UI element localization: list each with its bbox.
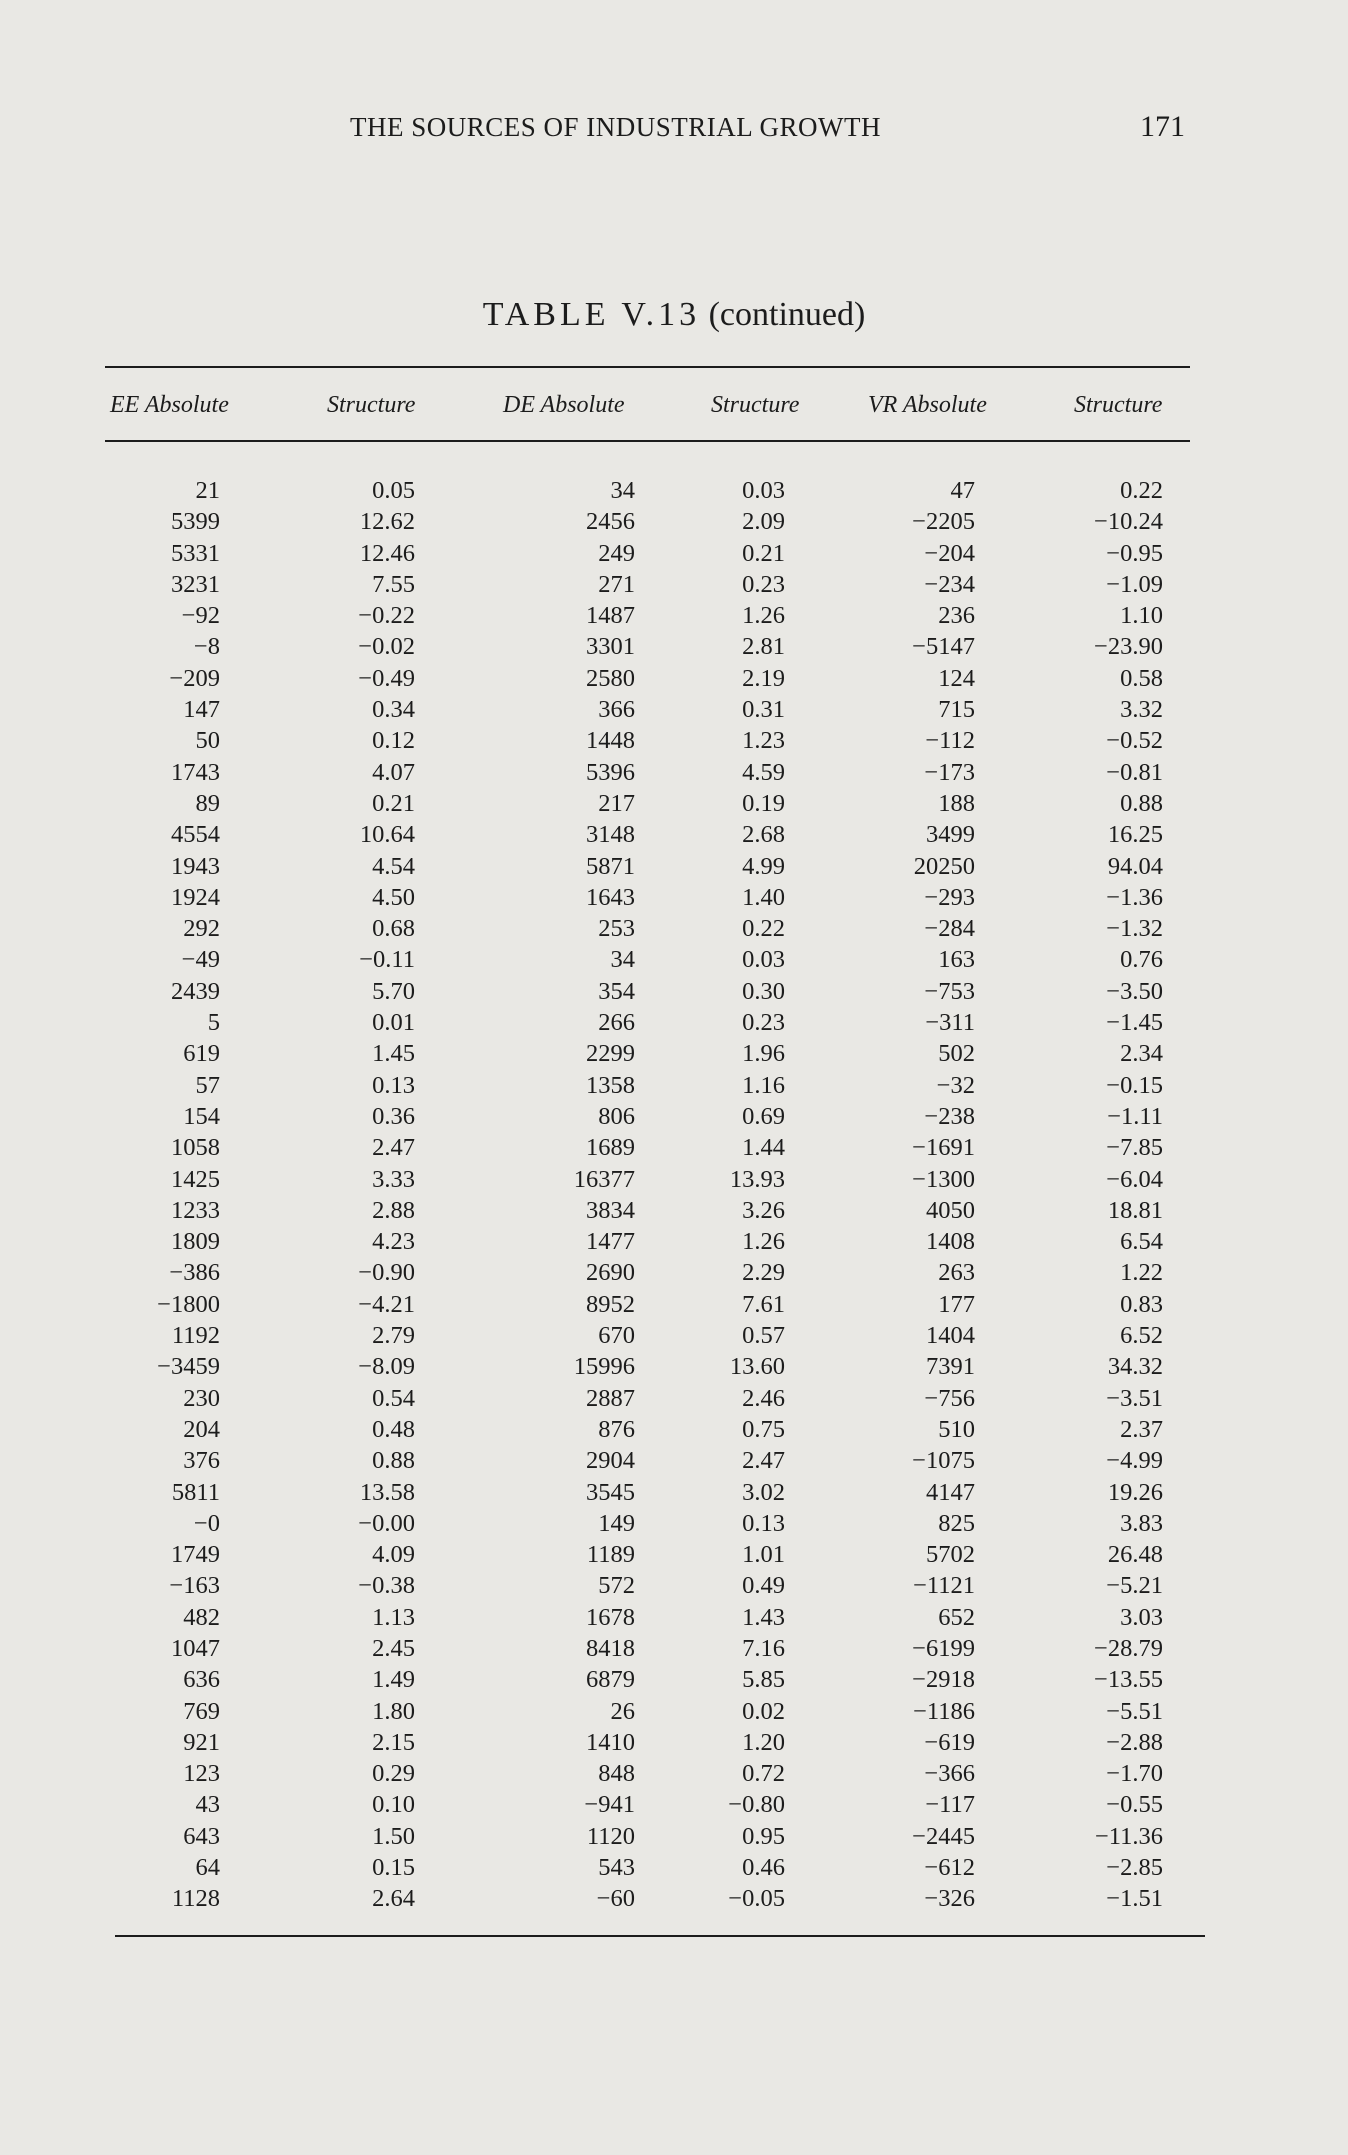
table-cell: 2887 bbox=[586, 1384, 635, 1412]
table-cell: −49 bbox=[181, 946, 220, 974]
table-cell: 124 bbox=[938, 664, 975, 692]
table-cell: 249 bbox=[598, 539, 635, 567]
table-cell: −234 bbox=[924, 570, 975, 598]
table-cell: −238 bbox=[924, 1102, 975, 1130]
table-cell: 50 bbox=[195, 727, 220, 755]
table-cell: 0.30 bbox=[742, 977, 785, 1005]
table-cell: 510 bbox=[938, 1415, 975, 1443]
header-ee-absolute: EE Absolute bbox=[110, 392, 229, 418]
table-cell: 0.03 bbox=[742, 946, 785, 974]
table-cell: 636 bbox=[183, 1666, 220, 1694]
table-cell: −0.00 bbox=[358, 1509, 415, 1537]
table-cell: 2.34 bbox=[1120, 1040, 1163, 1068]
table-cell: 2690 bbox=[586, 1259, 635, 1287]
table-cell: 1047 bbox=[171, 1634, 220, 1662]
table-cell: 1.80 bbox=[372, 1697, 415, 1725]
table-cell: 1128 bbox=[171, 1885, 220, 1913]
table-cell: −92 bbox=[181, 602, 220, 630]
table-cell: 0.21 bbox=[742, 539, 785, 567]
table-cell: −386 bbox=[169, 1259, 220, 1287]
table-cell: 1.45 bbox=[372, 1040, 415, 1068]
table-cell: 1.23 bbox=[742, 727, 785, 755]
table-cell: 1.96 bbox=[742, 1040, 785, 1068]
table-cell: 266 bbox=[598, 1009, 635, 1037]
table-cell: 0.46 bbox=[742, 1854, 785, 1882]
table-cell: 921 bbox=[183, 1728, 220, 1756]
table-cell: −3.51 bbox=[1106, 1384, 1163, 1412]
table-cell: 1.20 bbox=[742, 1728, 785, 1756]
table-cell: 1.01 bbox=[742, 1541, 785, 1569]
table-cell: 1743 bbox=[171, 758, 220, 786]
table-cell: 1408 bbox=[926, 1228, 975, 1256]
table-cell: 230 bbox=[183, 1384, 220, 1412]
table-cell: −0.80 bbox=[728, 1791, 785, 1819]
table-cell: −293 bbox=[924, 883, 975, 911]
table-cell: 0.75 bbox=[742, 1415, 785, 1443]
header-ee-structure: Structure bbox=[327, 392, 416, 418]
table-cell: 253 bbox=[598, 915, 635, 943]
table-cell: 354 bbox=[598, 977, 635, 1005]
page-number: 171 bbox=[1140, 110, 1185, 143]
table-cell: 1924 bbox=[171, 883, 220, 911]
table-cell: −0.15 bbox=[1106, 1071, 1163, 1099]
table-cell: −209 bbox=[169, 664, 220, 692]
table-cell: −8 bbox=[193, 633, 220, 661]
table-cell: −1121 bbox=[913, 1572, 975, 1600]
table-cell: 7.16 bbox=[742, 1634, 785, 1662]
table-cell: 715 bbox=[938, 696, 975, 724]
table-cell: −8.09 bbox=[358, 1353, 415, 1381]
table-cell: 5399 bbox=[171, 508, 220, 536]
table-cell: 0.54 bbox=[372, 1384, 415, 1412]
table-cell: 1.49 bbox=[372, 1666, 415, 1694]
table-title-suffix: (continued) bbox=[708, 296, 866, 333]
table-cell: 1809 bbox=[171, 1228, 220, 1256]
table-cell: −0 bbox=[193, 1509, 220, 1537]
table-cell: −6199 bbox=[912, 1634, 975, 1662]
table-cell: 0.13 bbox=[742, 1509, 785, 1537]
table-cell: 4.23 bbox=[372, 1228, 415, 1256]
table-cell: 2.88 bbox=[372, 1196, 415, 1224]
table-cell: 0.34 bbox=[372, 696, 415, 724]
table-cell: 3.83 bbox=[1120, 1509, 1163, 1537]
table-cell: 10.64 bbox=[359, 821, 415, 849]
table-cell: 149 bbox=[598, 1509, 635, 1537]
column-de-structure bbox=[700, 475, 785, 1915]
table-cell: 2.15 bbox=[372, 1728, 415, 1756]
table-cell: 0.69 bbox=[742, 1102, 785, 1130]
table-cell: 4.50 bbox=[372, 883, 415, 911]
table-cell: −0.11 bbox=[359, 946, 415, 974]
table-cell: 26.48 bbox=[1107, 1541, 1163, 1569]
table-cell: −1.45 bbox=[1106, 1009, 1163, 1037]
header-vr-structure: Structure bbox=[1074, 392, 1163, 418]
table-cell: 2.37 bbox=[1120, 1415, 1163, 1443]
table-cell: 769 bbox=[183, 1697, 220, 1725]
table-cell: 4.59 bbox=[742, 758, 785, 786]
table-cell: 0.03 bbox=[742, 477, 785, 504]
table-cell: 0.68 bbox=[372, 915, 415, 943]
table-cell: 4554 bbox=[171, 821, 220, 849]
table-cell: 0.10 bbox=[372, 1791, 415, 1819]
table-cell: 1192 bbox=[171, 1322, 220, 1350]
table-cell: −11.36 bbox=[1094, 1822, 1163, 1850]
table-cell: 2.19 bbox=[742, 664, 785, 692]
table-cell: 188 bbox=[938, 789, 975, 817]
table-cell: 263 bbox=[938, 1259, 975, 1287]
column-vr-absolute bbox=[830, 475, 975, 1915]
table-cell: 0.22 bbox=[1120, 477, 1163, 504]
table-cell: −1075 bbox=[912, 1447, 975, 1475]
table-cell: 21 bbox=[195, 477, 220, 504]
table-cell: −366 bbox=[924, 1760, 975, 1788]
table-cell: 502 bbox=[938, 1040, 975, 1068]
table-cell: 0.83 bbox=[1120, 1290, 1163, 1318]
table-cell: 16.25 bbox=[1107, 821, 1163, 849]
column-vr-structure bbox=[1030, 475, 1163, 1915]
table-cell: 5331 bbox=[171, 539, 220, 567]
table-cell: 204 bbox=[183, 1415, 220, 1443]
table-cell: 1.13 bbox=[372, 1603, 415, 1631]
table-cell: 2456 bbox=[586, 508, 635, 536]
table-cell: 1233 bbox=[171, 1196, 220, 1224]
table-cell: 1749 bbox=[171, 1541, 220, 1569]
table-cell: 0.57 bbox=[742, 1322, 785, 1350]
table-cell: 1643 bbox=[586, 883, 635, 911]
table-cell: −0.38 bbox=[358, 1572, 415, 1600]
table-cell: −4.21 bbox=[358, 1290, 415, 1318]
table-cell: −1800 bbox=[157, 1290, 220, 1318]
table-cell: 3834 bbox=[586, 1196, 635, 1224]
table-cell: −1.36 bbox=[1106, 883, 1163, 911]
table-cell: 94.04 bbox=[1107, 852, 1163, 880]
table-cell: 482 bbox=[183, 1603, 220, 1631]
table-cell: −204 bbox=[924, 539, 975, 567]
table-cell: 1.50 bbox=[372, 1822, 415, 1850]
table-cell: 57 bbox=[195, 1071, 220, 1099]
table-cell: −163 bbox=[169, 1572, 220, 1600]
table-cell: 154 bbox=[183, 1102, 220, 1130]
table-cell: 2439 bbox=[171, 977, 220, 1005]
table-cell: 2580 bbox=[586, 664, 635, 692]
table-cell: 0.88 bbox=[1120, 789, 1163, 817]
table-cell: −1300 bbox=[912, 1165, 975, 1193]
table-cell: 4.99 bbox=[742, 852, 785, 880]
table-cell: 643 bbox=[183, 1822, 220, 1850]
table-cell: 572 bbox=[598, 1572, 635, 1600]
table-cell: −23.90 bbox=[1094, 633, 1163, 661]
table-cell: −1186 bbox=[913, 1697, 975, 1725]
table-cell: −173 bbox=[924, 758, 975, 786]
table-cell: −1.11 bbox=[1107, 1102, 1163, 1130]
table-cell: 0.21 bbox=[372, 789, 415, 817]
table-cell: 12.46 bbox=[359, 539, 415, 567]
table-cell: 5396 bbox=[586, 758, 635, 786]
table-cell: 1058 bbox=[171, 1134, 220, 1162]
table-cell: 1.26 bbox=[742, 602, 785, 630]
table-cell: 2904 bbox=[586, 1447, 635, 1475]
table-cell: 89 bbox=[195, 789, 220, 817]
table-cell: 5.85 bbox=[742, 1666, 785, 1694]
table-cell: 0.23 bbox=[742, 1009, 785, 1037]
table-cell: −32 bbox=[936, 1071, 975, 1099]
column-ee-absolute bbox=[120, 475, 220, 1915]
table-cell: 1.26 bbox=[742, 1228, 785, 1256]
table-header-rule bbox=[105, 440, 1190, 442]
table-cell: 5871 bbox=[586, 852, 635, 880]
table-cell: 1404 bbox=[926, 1322, 975, 1350]
table-cell: 1.22 bbox=[1120, 1259, 1163, 1287]
table-cell: 0.29 bbox=[372, 1760, 415, 1788]
table-cell: 217 bbox=[598, 789, 635, 817]
table-cell: 2.09 bbox=[742, 508, 785, 536]
table-cell: 1.44 bbox=[742, 1134, 785, 1162]
table-cell: −0.02 bbox=[358, 633, 415, 661]
table-cell: −753 bbox=[924, 977, 975, 1005]
table-cell: −5147 bbox=[912, 633, 975, 661]
table-cell: 13.60 bbox=[729, 1353, 785, 1381]
table-cell: 1448 bbox=[586, 727, 635, 755]
table-cell: 0.36 bbox=[372, 1102, 415, 1130]
table-cell: 0.22 bbox=[742, 915, 785, 943]
table-cell: 43 bbox=[195, 1791, 220, 1819]
table-cell: 147 bbox=[183, 696, 220, 724]
table-cell: 5702 bbox=[926, 1541, 975, 1569]
table-cell: 0.05 bbox=[372, 477, 415, 504]
table-cell: 0.01 bbox=[372, 1009, 415, 1037]
header-de-absolute: DE Absolute bbox=[503, 392, 625, 418]
table-cell: 0.88 bbox=[372, 1447, 415, 1475]
table-cell: −28.79 bbox=[1094, 1634, 1163, 1662]
table-cell: 1358 bbox=[586, 1071, 635, 1099]
table-cell: 0.15 bbox=[372, 1854, 415, 1882]
table-cell: 6.54 bbox=[1120, 1228, 1163, 1256]
table-cell: −5.21 bbox=[1106, 1572, 1163, 1600]
table-cell: 366 bbox=[598, 696, 635, 724]
table-cell: 1943 bbox=[171, 852, 220, 880]
table-cell: 652 bbox=[938, 1603, 975, 1631]
table-cell: −0.55 bbox=[1106, 1791, 1163, 1819]
table-cell: 4050 bbox=[926, 1196, 975, 1224]
table-cell: 236 bbox=[938, 602, 975, 630]
table-cell: 3.33 bbox=[372, 1165, 415, 1193]
table-cell: 1477 bbox=[586, 1228, 635, 1256]
table-cell: −0.05 bbox=[728, 1885, 785, 1913]
table-cell: 825 bbox=[938, 1509, 975, 1537]
table-cell: 848 bbox=[598, 1760, 635, 1788]
table-cell: −112 bbox=[925, 727, 975, 755]
table-cell: 16377 bbox=[573, 1165, 635, 1193]
table-cell: −2205 bbox=[912, 508, 975, 536]
table-cell: 2.64 bbox=[372, 1885, 415, 1913]
table-cell: 26 bbox=[610, 1697, 635, 1725]
table-cell: −612 bbox=[924, 1854, 975, 1882]
table-cell: 2.45 bbox=[372, 1634, 415, 1662]
table-cell: −60 bbox=[596, 1885, 635, 1913]
table-cell: 0.19 bbox=[742, 789, 785, 817]
table-cell: −2.85 bbox=[1106, 1854, 1163, 1882]
table-cell: 18.81 bbox=[1107, 1196, 1163, 1224]
header-vr-absolute: VR Absolute bbox=[868, 392, 987, 418]
table-cell: 3.03 bbox=[1120, 1603, 1163, 1631]
table-top-rule bbox=[105, 366, 1190, 368]
table-cell: −7.85 bbox=[1106, 1134, 1163, 1162]
table-cell: −117 bbox=[925, 1791, 975, 1819]
table-cell: 0.48 bbox=[372, 1415, 415, 1443]
table-cell: 2.46 bbox=[742, 1384, 785, 1412]
table-cell: 13.58 bbox=[359, 1478, 415, 1506]
table-cell: 376 bbox=[183, 1447, 220, 1475]
column-ee-structure bbox=[300, 475, 415, 1915]
table-cell: 1.40 bbox=[742, 883, 785, 911]
table-cell: 0.76 bbox=[1120, 946, 1163, 974]
table-cell: −1.09 bbox=[1106, 570, 1163, 598]
table-cell: 7.61 bbox=[742, 1290, 785, 1318]
table-cell: 0.72 bbox=[742, 1760, 785, 1788]
table-cell: 1120 bbox=[586, 1822, 635, 1850]
table-cell: 2.47 bbox=[372, 1134, 415, 1162]
table-cell: −0.49 bbox=[358, 664, 415, 692]
table-cell: 3301 bbox=[586, 633, 635, 661]
table-cell: 0.02 bbox=[742, 1697, 785, 1725]
table-title-main: TABLE V.13 bbox=[482, 296, 701, 333]
table-cell: 1.43 bbox=[742, 1603, 785, 1631]
table-cell: 1425 bbox=[171, 1165, 220, 1193]
table-cell: 5.70 bbox=[372, 977, 415, 1005]
table-title bbox=[0, 296, 1348, 334]
table-cell: −0.95 bbox=[1106, 539, 1163, 567]
table-cell: −284 bbox=[924, 915, 975, 943]
table-cell: 543 bbox=[598, 1854, 635, 1882]
table-cell: 34 bbox=[610, 477, 635, 504]
table-cell: 1.16 bbox=[742, 1071, 785, 1099]
table-cell: 0.49 bbox=[742, 1572, 785, 1600]
table-cell: 3545 bbox=[586, 1478, 635, 1506]
table-cell: −1691 bbox=[912, 1134, 975, 1162]
table-cell: 0.23 bbox=[742, 570, 785, 598]
table-cell: 1.10 bbox=[1120, 602, 1163, 630]
table-cell: 2.29 bbox=[742, 1259, 785, 1287]
table-cell: 1487 bbox=[586, 602, 635, 630]
table-cell: 2.68 bbox=[742, 821, 785, 849]
table-cell: 0.31 bbox=[742, 696, 785, 724]
table-cell: 4.07 bbox=[372, 758, 415, 786]
table-cell: 19.26 bbox=[1107, 1478, 1163, 1506]
table-cell: 7.55 bbox=[372, 570, 415, 598]
table-cell: −941 bbox=[584, 1791, 635, 1819]
table-cell: −2.88 bbox=[1106, 1728, 1163, 1756]
table-cell: 2.81 bbox=[742, 633, 785, 661]
header-de-structure: Structure bbox=[711, 392, 800, 418]
table-cell: 34.32 bbox=[1107, 1353, 1163, 1381]
table-cell: 0.12 bbox=[372, 727, 415, 755]
table-cell: 12.62 bbox=[359, 508, 415, 536]
table-cell: 1189 bbox=[586, 1541, 635, 1569]
table-cell: −0.81 bbox=[1106, 758, 1163, 786]
table-cell: 3.26 bbox=[742, 1196, 785, 1224]
table-cell: 806 bbox=[598, 1102, 635, 1130]
column-de-absolute bbox=[520, 475, 635, 1915]
table-cell: 4147 bbox=[926, 1478, 975, 1506]
table-cell: 619 bbox=[183, 1040, 220, 1068]
table-cell: 13.93 bbox=[729, 1165, 785, 1193]
table-cell: 7391 bbox=[926, 1353, 975, 1381]
table-cell: −0.52 bbox=[1106, 727, 1163, 755]
table-cell: −1.70 bbox=[1106, 1760, 1163, 1788]
table-cell: 2299 bbox=[586, 1040, 635, 1068]
table-cell: 15996 bbox=[573, 1353, 635, 1381]
table-cell: −3.50 bbox=[1106, 977, 1163, 1005]
table-cell: 163 bbox=[938, 946, 975, 974]
table-cell: 0.95 bbox=[742, 1822, 785, 1850]
table-cell: −0.90 bbox=[358, 1259, 415, 1287]
table-cell: −326 bbox=[924, 1885, 975, 1913]
table-cell: 47 bbox=[950, 477, 975, 504]
table-cell: −2918 bbox=[912, 1666, 975, 1694]
table-cell: 5 bbox=[207, 1009, 220, 1037]
table-cell: 4.09 bbox=[372, 1541, 415, 1569]
table-cell: 1410 bbox=[586, 1728, 635, 1756]
table-cell: 8418 bbox=[586, 1634, 635, 1662]
table-cell: 3.32 bbox=[1120, 696, 1163, 724]
running-header: THE SOURCES OF INDUSTRIAL GROWTH bbox=[350, 112, 882, 142]
table-cell: 292 bbox=[183, 915, 220, 943]
table-cell: −311 bbox=[925, 1009, 975, 1037]
table-bottom-rule bbox=[115, 1935, 1205, 1937]
table-cell: 123 bbox=[183, 1760, 220, 1788]
table-cell: 2.79 bbox=[372, 1322, 415, 1350]
table-cell: −2445 bbox=[912, 1822, 975, 1850]
table-cell: 5811 bbox=[171, 1478, 220, 1506]
table-cell: 64 bbox=[195, 1854, 220, 1882]
table-cell: −1.32 bbox=[1106, 915, 1163, 943]
table-cell: −10.24 bbox=[1094, 508, 1163, 536]
table-cell: 6879 bbox=[586, 1666, 635, 1694]
table-cell: −756 bbox=[924, 1384, 975, 1412]
table-cell: 1678 bbox=[586, 1603, 635, 1631]
table-cell: −1.51 bbox=[1106, 1885, 1163, 1913]
table-cell: 2.47 bbox=[742, 1447, 785, 1475]
table-cell: 1689 bbox=[586, 1134, 635, 1162]
table-cell: −5.51 bbox=[1106, 1697, 1163, 1725]
table-cell: 670 bbox=[598, 1322, 635, 1350]
table-cell: 6.52 bbox=[1120, 1322, 1163, 1350]
table-cell: 3499 bbox=[926, 821, 975, 849]
table-cell: 0.58 bbox=[1120, 664, 1163, 692]
table-cell: 876 bbox=[598, 1415, 635, 1443]
table-cell: −13.55 bbox=[1094, 1666, 1163, 1694]
table-cell: 4.54 bbox=[372, 852, 415, 880]
table-cell: 177 bbox=[938, 1290, 975, 1318]
table-cell: 3.02 bbox=[742, 1478, 785, 1506]
table-cell: −3459 bbox=[157, 1353, 220, 1381]
table-cell: 8952 bbox=[586, 1290, 635, 1318]
table-cell: −0.22 bbox=[358, 602, 415, 630]
table-cell: 3231 bbox=[171, 570, 220, 598]
table-cell: −4.99 bbox=[1106, 1447, 1163, 1475]
table-cell: 34 bbox=[610, 946, 635, 974]
table-cell: −6.04 bbox=[1106, 1165, 1163, 1193]
table-cell: 271 bbox=[598, 570, 635, 598]
table-cell: 20250 bbox=[913, 852, 975, 880]
table-cell: −619 bbox=[924, 1728, 975, 1756]
table-cell: 3148 bbox=[586, 821, 635, 849]
table-cell: 0.13 bbox=[372, 1071, 415, 1099]
